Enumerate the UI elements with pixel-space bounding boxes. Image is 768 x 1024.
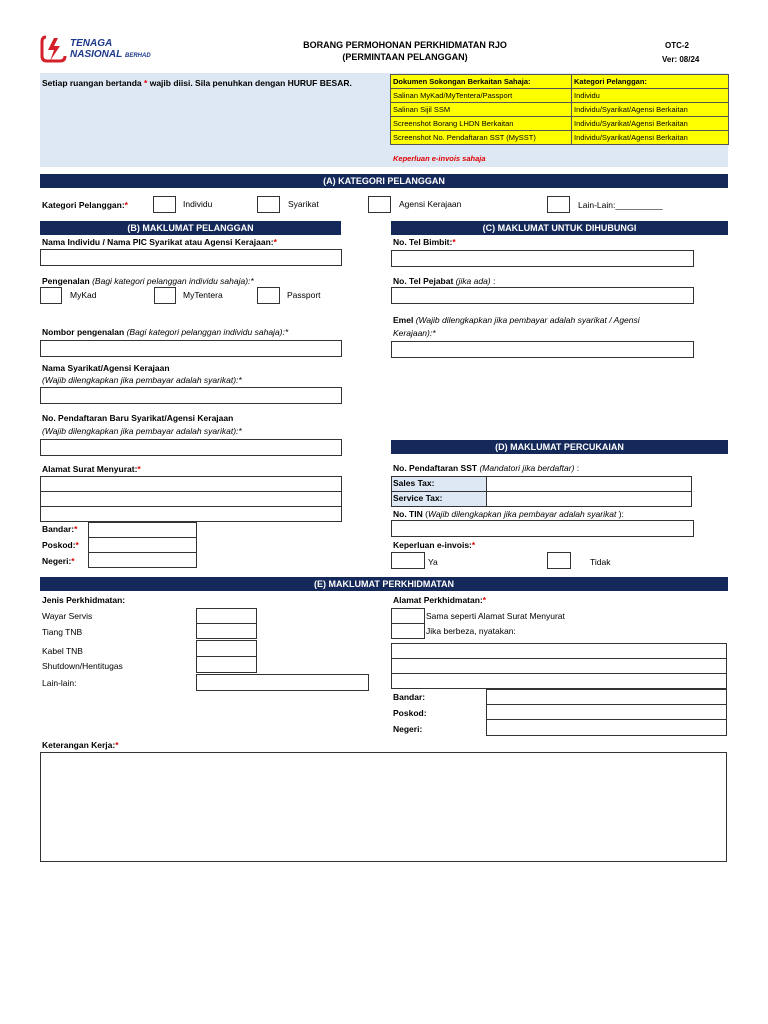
id-passport-checkbox[interactable]	[257, 287, 280, 304]
required-star: *	[71, 556, 75, 566]
einvoice-text: Keperluan e-invois:	[393, 540, 472, 550]
customer-name-label	[42, 237, 277, 248]
id-number-text: Nombor pengenalan	[42, 327, 125, 337]
sst-label	[393, 463, 579, 474]
form-version: Ver: 08/24	[662, 55, 700, 64]
einvoice-label	[393, 540, 475, 551]
mailing-address-line3-input[interactable]	[40, 506, 342, 522]
mobile-phone-text: No. Tel Bimbit:	[393, 237, 453, 247]
tin-input[interactable]	[391, 520, 694, 537]
required-star: *	[452, 237, 456, 247]
category-individu-checkbox[interactable]	[153, 196, 176, 213]
service-kabel-label: Kabel TNB	[42, 646, 83, 656]
service-shutdown-checkbox[interactable]	[196, 656, 257, 673]
required-star: *	[471, 540, 476, 550]
id-number-input[interactable]	[40, 340, 342, 357]
different-address-checkbox[interactable]	[391, 623, 425, 639]
table-row	[391, 75, 729, 89]
service-kabel-checkbox[interactable]	[196, 640, 257, 657]
einvoice-no-checkbox[interactable]	[547, 552, 571, 569]
required-star: *	[115, 740, 119, 750]
service-wayar-label: Wayar Servis	[42, 611, 93, 621]
service-address-line2-input[interactable]	[391, 658, 727, 674]
email-note: (Wajib dilengkapkan jika pembayar adalah syarikat / Agensi	[415, 315, 640, 325]
tin-label	[393, 509, 624, 520]
work-description-label	[42, 740, 119, 751]
service-postcode-input[interactable]	[486, 704, 727, 720]
category-agensi-checkbox[interactable]	[368, 196, 391, 213]
id-mykad-label: MyKad	[70, 290, 97, 300]
postcode-input[interactable]	[88, 537, 197, 553]
id-passport-label: Passport	[287, 290, 321, 300]
required-star: *	[137, 464, 141, 474]
required-star: *	[144, 78, 148, 88]
tnb-logo-icon	[40, 34, 68, 64]
office-phone-input[interactable]	[391, 287, 694, 304]
mailing-address-line2-input[interactable]	[40, 491, 342, 507]
required-star: *	[273, 237, 277, 247]
mailing-address-label	[42, 464, 141, 475]
sst-note: (Mandatori jika berdaftar)	[479, 463, 575, 473]
mailing-address-line1-input[interactable]	[40, 476, 342, 492]
table-row	[391, 89, 729, 103]
city-input[interactable]	[88, 522, 197, 538]
tnb-logo	[40, 34, 160, 66]
category-lain-label: Lain-Lain:__________	[578, 200, 663, 210]
same-address-checkbox[interactable]	[391, 608, 425, 624]
required-star: *	[482, 595, 487, 605]
identification-label	[42, 276, 254, 287]
email-input[interactable]	[391, 341, 694, 358]
category-syarikat-checkbox[interactable]	[257, 196, 280, 213]
sales-tax-input[interactable]	[486, 476, 692, 492]
doc-cell: Salinan MyKad/MyTentera/Passport	[391, 89, 572, 103]
email-label	[393, 315, 640, 326]
table-row	[391, 103, 729, 117]
service-tiang-label: Tiang TNB	[42, 627, 83, 637]
section-c-header: (C) MAKLUMAT UNTUK DIHUBUNGI	[391, 221, 728, 235]
required-star: *	[74, 524, 78, 534]
tin-note-pre: (	[425, 509, 428, 519]
service-city-input[interactable]	[486, 689, 727, 705]
category-cell: Individu	[572, 89, 729, 103]
section-e-header: (E) MAKLUMAT PERKHIDMATAN	[40, 577, 728, 591]
service-city-label: Bandar:	[393, 692, 426, 702]
state-text: Negeri:	[42, 556, 72, 566]
service-other-input[interactable]	[196, 674, 369, 691]
service-address-label	[393, 595, 486, 606]
service-address-line3-input[interactable]	[391, 673, 727, 689]
different-address-label: Jika berbeza, nyatakan:	[426, 626, 516, 636]
einvoice-yes-checkbox[interactable]	[391, 552, 425, 569]
einvoice-yes-label: Ya	[428, 557, 438, 567]
tin-note-post: ):	[616, 509, 624, 519]
postcode-label	[42, 540, 79, 551]
form-title-line2: (PERMINTAAN PELANGGAN)	[342, 52, 468, 62]
postcode-text: Poskod:	[42, 540, 76, 550]
state-label	[42, 556, 75, 567]
doc-header: Dokumen Sokongan Berkaitan Sahaja:	[391, 75, 572, 89]
company-name-input[interactable]	[40, 387, 342, 404]
id-mykad-checkbox[interactable]	[40, 287, 62, 304]
doc-cell: Salinan Sijil SSM	[391, 103, 572, 117]
category-lain-checkbox[interactable]	[547, 196, 570, 213]
id-number-note: (Bagi kategori pelanggan individu sahaja):*	[126, 327, 289, 337]
doc-cell: Screenshot Borang LHDN Berkaitan	[391, 117, 572, 131]
identification-text: Pengenalan	[42, 276, 90, 286]
company-reg-input[interactable]	[40, 439, 342, 456]
form-code: OTC-2	[665, 41, 689, 50]
service-wayar-checkbox[interactable]	[196, 608, 257, 624]
office-phone-text: No. Tel Pejabat	[393, 276, 456, 286]
logo-text-tenaga: TENAGA	[70, 38, 113, 49]
customer-name-input[interactable]	[40, 249, 342, 266]
office-phone-suffix: :	[490, 276, 496, 286]
tin-text: No. TIN	[393, 509, 426, 519]
service-other-label: Lain-lain:	[42, 678, 77, 688]
id-mytentera-label: MyTentera	[183, 290, 223, 300]
state-input[interactable]	[88, 552, 197, 568]
customer-category-text: Kategori Pelanggan:	[42, 200, 125, 210]
mailing-address-text: Alamat Surat Menyurat:	[42, 464, 138, 474]
customer-category-label	[42, 200, 128, 211]
sst-text: No. Pendaftaran SST	[393, 463, 480, 473]
supporting-documents-table	[390, 74, 729, 145]
service-shutdown-label: Shutdown/Hentitugas	[42, 661, 123, 671]
logo-text-berhad: BERHAD	[125, 53, 151, 59]
service-postcode-label: Poskod:	[393, 708, 427, 718]
category-agensi-label: Agensi Kerajaan	[399, 199, 462, 209]
logo-text-nasional: NASIONAL	[70, 49, 123, 60]
instruction-part2: wajib diisi. Sila penuhkan dengan HURUF BESAR.	[147, 78, 352, 88]
email-note-line2: Kerajaan):*	[393, 328, 436, 338]
section-a-header: (A) KATEGORI PELANGGAN	[40, 174, 728, 188]
service-address-text: Alamat Perkhidmatan:	[393, 595, 483, 605]
company-name-label: Nama Syarikat/Agensi Kerajaan	[42, 363, 170, 373]
sst-suffix: :	[574, 463, 580, 473]
category-individu-label: Individu	[183, 199, 213, 209]
work-description-text: Keterangan Kerja:	[42, 740, 116, 750]
tin-note: Wajib dilengkapkan jika pembayar adalah syarikat	[427, 509, 617, 519]
required-star: *	[124, 200, 128, 210]
mobile-phone-input[interactable]	[391, 250, 694, 267]
customer-name-text: Nama Individu / Nama PIC Syarikat atau Agensi Kerajaan:	[42, 237, 274, 247]
instruction-part1: Setiap ruangan bertanda	[42, 78, 145, 88]
section-d-header: (D) MAKLUMAT PERCUKAIAN	[391, 440, 728, 454]
company-reg-label: No. Pendaftaran Baru Syarikat/Agensi Kerajaan	[42, 413, 234, 423]
category-cell: Individu/Syarikat/Agensi Berkaitan	[572, 131, 729, 145]
service-type-label: Jenis Perkhidmatan:	[42, 595, 126, 605]
required-star: *	[75, 540, 79, 550]
email-text: Emel	[393, 315, 416, 325]
mobile-phone-label	[393, 237, 456, 248]
office-phone-note: (jika ada)	[455, 276, 491, 286]
service-tiang-checkbox[interactable]	[196, 623, 257, 639]
category-header: Kategori Pelanggan:	[572, 75, 729, 89]
doc-cell: Screenshot No. Pendaftaran SST (MySST)	[391, 131, 572, 145]
service-tax-input[interactable]	[486, 491, 692, 507]
category-cell: Individu/Syarikat/Agensi Berkaitan	[572, 103, 729, 117]
same-address-label: Sama seperti Alamat Surat Menyurat	[426, 611, 565, 621]
work-description-textarea[interactable]	[40, 752, 727, 862]
table-row	[391, 131, 729, 145]
category-syarikat-label: Syarikat	[288, 199, 319, 209]
service-tax-label: Service Tax:	[393, 493, 443, 503]
service-state-input[interactable]	[486, 719, 727, 736]
table-row	[391, 117, 729, 131]
instruction-text	[42, 78, 352, 89]
service-state-label: Negeri:	[393, 724, 423, 734]
id-number-label	[42, 327, 288, 338]
city-label	[42, 524, 77, 535]
category-cell: Individu/Syarikat/Agensi Berkaitan	[572, 117, 729, 131]
sales-tax-label: Sales Tax:	[393, 478, 435, 488]
section-b-header: (B) MAKLUMAT PELANGGAN	[40, 221, 341, 235]
form-title-line1: BORANG PERMOHONAN PERKHIDMATAN RJO	[303, 40, 507, 50]
company-name-note: (Wajib dilengkapkan jika pembayar adalah syarikat):*	[42, 375, 242, 385]
office-phone-label	[393, 276, 495, 287]
service-address-line1-input[interactable]	[391, 643, 727, 659]
einvoice-no-label: Tidak	[590, 557, 611, 567]
company-reg-note: (Wajib dilengkapkan jika pembayar adalah syarikat):*	[42, 426, 242, 436]
identification-note: (Bagi kategori pelanggan individu sahaja):*	[92, 276, 254, 286]
id-mytentera-checkbox[interactable]	[154, 287, 176, 304]
city-text: Bandar:	[42, 524, 75, 534]
einvoice-note: Keperluan e-invois sahaja	[393, 154, 486, 163]
